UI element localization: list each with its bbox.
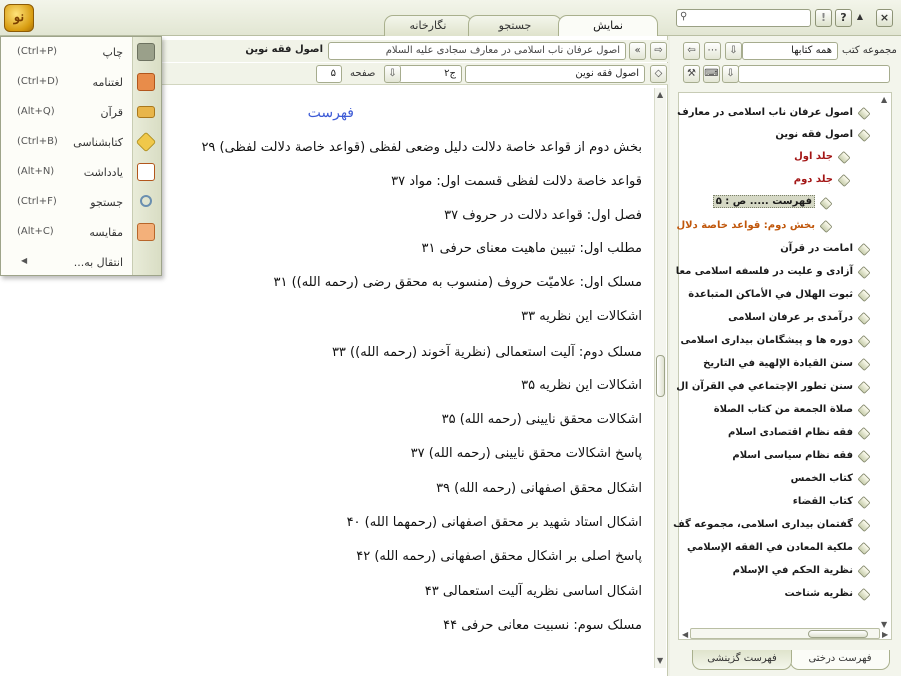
search-icon — [140, 195, 152, 207]
tree-node-selected[interactable]: فهرست ..... ص : ۵ — [713, 195, 815, 208]
tree-node[interactable]: صلاة الجمعة من كتاب الصلاة — [713, 404, 853, 415]
tree-scroll-up-icon[interactable]: ▲ — [881, 95, 888, 104]
scroll-left-icon[interactable]: ◀ — [682, 630, 689, 639]
menu-shortcut: (Alt+C) — [17, 226, 54, 237]
menu-shortcut: (Ctrl+B) — [17, 136, 58, 147]
toc-line[interactable]: پاسخ اصلی بر اشکال محقق اصفهانی (رحمه الله) ۴۲ — [356, 549, 642, 564]
menu-item-bibliography[interactable] — [1, 128, 161, 158]
tree-node[interactable]: اصول فقه نوین — [775, 129, 853, 140]
collection-label: مجموعه کتب — [842, 45, 897, 56]
menu-label: یادداشت — [83, 166, 123, 179]
app-logo[interactable]: نو — [4, 4, 34, 32]
bibliography-icon — [136, 132, 156, 152]
tree-node[interactable]: كتاب الخمس — [790, 473, 853, 484]
tab-tree-index[interactable]: فهرست درختی — [790, 650, 890, 670]
volume-field[interactable]: ج۲ — [398, 65, 462, 83]
toc-line[interactable]: اشکال استاد شهید بر محقق اصفهانی (رحمهما الله) ۴۰ — [346, 515, 642, 530]
tree-node[interactable]: درآمدی بر عرفان اسلامی — [728, 312, 853, 323]
keyboard-icon[interactable]: ⌨ — [703, 65, 720, 83]
help-button[interactable]: ? — [835, 9, 852, 27]
toc-line[interactable]: اشکال محقق اصفهانی (رحمه الله) ۳۹ — [436, 481, 642, 496]
toc-line[interactable]: اشکالات این نظریه ۳۵ — [521, 378, 642, 393]
tab-view[interactable]: نمایش — [558, 15, 658, 37]
tab-search[interactable]: جستجو — [468, 15, 562, 36]
tag-icon[interactable]: ◇ — [650, 65, 667, 83]
menu-shortcut: (Alt+Q) — [17, 106, 55, 117]
tree-node[interactable]: ثبوت الهلال في الأماكن المتباعدة — [688, 289, 853, 300]
document-title: فهرست — [307, 105, 354, 121]
note-icon — [137, 163, 155, 181]
scroll-up-icon[interactable]: ▲ — [657, 90, 664, 99]
toc-line[interactable]: مسلک سوم: نسبیت معانی حرفی ۴۴ — [443, 618, 642, 633]
menu-label: لغتنامه — [92, 76, 123, 89]
info-button[interactable]: ! — [815, 9, 832, 27]
toc-line[interactable]: مطلب اول: تبیین ماهیت معنای حرفی ۳۱ — [421, 241, 642, 256]
current-book-label: اصول فقه نوین — [245, 44, 323, 55]
tab-gallery[interactable]: نگارخانه — [384, 15, 472, 36]
tree-node[interactable]: دوره ها و پیشگامان بیداری اسلامی — [680, 335, 853, 346]
menu-label: چاپ — [102, 46, 123, 59]
tree-node[interactable]: نظرية الحكم في الإسلام — [732, 565, 853, 576]
quran-icon — [137, 106, 155, 118]
tree-node[interactable]: جلد اول — [794, 151, 833, 162]
volume-dropdown-button[interactable]: ⇩ — [384, 65, 401, 83]
page-number-input[interactable]: ۵ — [316, 65, 342, 83]
forward-button[interactable]: ⇨ — [650, 42, 667, 60]
tree-scroll-thumb[interactable] — [808, 630, 868, 638]
toc-line[interactable]: مسلک اول: علامیّت حروف (منسوب به محقق رضی (رحمه الله)) ۳۱ — [273, 275, 642, 290]
tree-node[interactable]: سنن تطور الإجتماعي في القرآن ال — [676, 381, 853, 392]
nav-back-button[interactable]: ⇦ — [683, 42, 700, 60]
tree-node[interactable]: بخش دوم: قواعد خاصة دلال — [676, 220, 815, 231]
tree-node[interactable]: سنن القيادة الإلهية في التاريخ — [703, 358, 853, 369]
tree-node[interactable]: كتاب القضاء — [792, 496, 853, 507]
expand-icon: ▲ — [856, 12, 864, 21]
menu-item-compare[interactable] — [1, 218, 161, 248]
menu-label: جستجو — [90, 196, 123, 209]
menu-shortcut: (Ctrl+F) — [17, 196, 57, 207]
menu-label: قرآن — [100, 106, 123, 119]
menu-label: انتقال به... — [73, 256, 123, 269]
global-search-input[interactable] — [676, 9, 811, 27]
tools-icon[interactable]: ⚒ — [683, 65, 700, 83]
tree-node[interactable]: فقه نظام سیاسی اسلام — [732, 450, 853, 461]
tree-node[interactable]: ملكية المعادن في الفقه الإسلامي — [686, 542, 853, 553]
tab-selective-index[interactable]: فهرست گزینشی — [692, 650, 792, 670]
toc-line[interactable]: مسلک دوم: آلیت استعمالی (نظریة آخوند (رحمه الله)) ۳۳ — [331, 345, 642, 360]
menu-shortcut: (Ctrl+D) — [17, 76, 59, 87]
document-content — [140, 100, 650, 660]
tree-node[interactable]: جلد دوم — [793, 174, 833, 185]
printer-icon — [137, 43, 155, 61]
scroll-right-icon[interactable]: ▶ — [882, 630, 889, 639]
menu-item-print[interactable] — [1, 38, 161, 68]
menu-item-search[interactable] — [1, 188, 161, 218]
close-button[interactable]: × — [876, 9, 893, 27]
tree-filter-input[interactable] — [738, 65, 890, 83]
search-icon: ⚲ — [680, 11, 688, 22]
tree-node[interactable]: نظریه شناخت — [784, 588, 853, 599]
menu-item-quran[interactable] — [1, 98, 161, 128]
back-button[interactable]: « — [629, 42, 646, 60]
tree-node[interactable]: آزادی و علیت در فلسفه اسلامی معا — [675, 266, 853, 277]
compare-icon — [137, 223, 155, 241]
book-field[interactable]: اصول فقه نوین — [465, 65, 645, 83]
toc-line[interactable]: اشکالات این نظریه ۳۳ — [521, 309, 642, 324]
page-label: صفحه — [350, 68, 376, 79]
collection-dropdown-button[interactable]: ⇩ — [725, 42, 742, 60]
arrow-left-icon: ◀ — [21, 256, 28, 265]
dictionary-icon — [137, 73, 155, 91]
menu-label: کتابشناسی — [73, 136, 123, 149]
toc-line[interactable]: پاسخ اشکالات محقق نایینی (رحمه الله) ۳۷ — [410, 446, 642, 461]
tree-node[interactable]: گفتمان بیداری اسلامی، مجموعه گف — [673, 519, 853, 530]
menu-item-note[interactable] — [1, 158, 161, 188]
toc-line[interactable]: اشکالات محقق نایینی (رحمه الله) ۳۵ — [441, 412, 642, 427]
toc-line[interactable]: بخش دوم از قواعد خاصة دلالت دلیل وضعی لفظی (قواعد خاصة دلالت لفظی) ۲۹ — [201, 140, 642, 155]
toc-line[interactable]: فصل اول: قواعد دلالت در حروف ۳۷ — [444, 208, 642, 223]
menu-item-go-to[interactable] — [1, 248, 161, 278]
location-field[interactable]: اصول عرفان ناب اسلامی در معارف سجادی علیه السلام — [328, 42, 626, 60]
filter-dropdown-button[interactable]: ⇩ — [722, 65, 739, 83]
tree-node[interactable]: فقه نظام اقتصادی اسلام — [728, 427, 853, 438]
toc-line[interactable]: اشکال اساسی نظریه آلیت استعمالی ۴۳ — [424, 584, 642, 599]
tree-node[interactable]: اصول عرفان ناب اسلامی در معارف — [677, 107, 853, 118]
menu-shortcut: (Ctrl+P) — [17, 46, 58, 57]
more-options-button[interactable]: ⋯ — [704, 42, 721, 60]
scroll-down-icon[interactable]: ▼ — [657, 656, 664, 665]
menu-shortcut: (Alt+N) — [17, 166, 55, 177]
collection-select[interactable]: همه کتابها — [742, 42, 838, 60]
tree-scroll-down-icon[interactable]: ▼ — [881, 620, 888, 629]
menu-item-dictionary[interactable] — [1, 68, 161, 98]
tree-node[interactable]: امامت در قرآن — [780, 243, 853, 254]
document-scroll-thumb[interactable] — [656, 355, 665, 397]
toc-line[interactable]: قواعد خاصة دلالت لفظی قسمت اول: مواد ۳۷ — [391, 174, 642, 189]
menu-label: مقایسه — [89, 226, 123, 239]
